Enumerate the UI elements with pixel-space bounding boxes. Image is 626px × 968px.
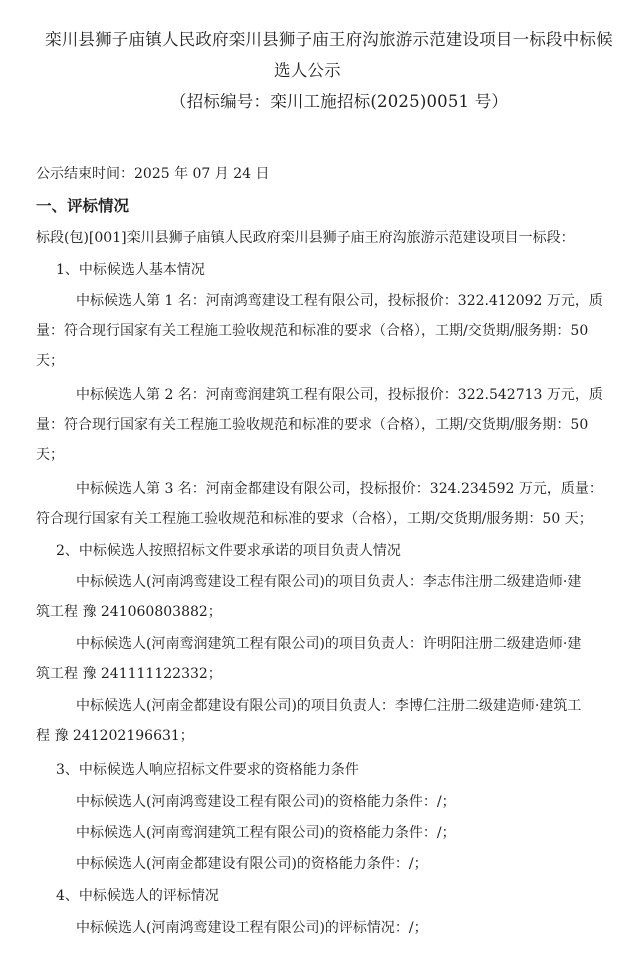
evaluation-1: 中标候选人(河南鸿鸾建设工程有限公司)的评标情况：/；: [76, 920, 428, 936]
title-line-1: 栾川县狮子庙镇人民政府栾川县狮子庙王府沟旅游示范建设项目一标段中标候: [45, 30, 613, 49]
candidate-2-line-3: 天；: [36, 447, 64, 463]
candidate-2-line-2: 量：符合现行国家有关工程施工验收规范和标准的要求（合格），工期/交货期/服务期：50: [36, 417, 589, 433]
candidate-3-line-1: 中标候选人第 3 名：河南金都建设有限公司，投标报价：324.234592 万元，质量：: [76, 481, 603, 497]
manager-3-line-2: 程 豫 241202196631；: [36, 728, 194, 744]
subsection-2-title: 2、中标候选人按照招标文件要求承诺的项目负责人情况: [56, 543, 401, 559]
manager-2-line-1: 中标候选人(河南鸾润建筑工程有限公司)的项目负责人：许明阳注册二级建造师·建: [76, 636, 582, 652]
title-line-2: 选人公示: [274, 61, 341, 80]
candidate-2-line-1: 中标候选人第 2 名：河南鸾润建筑工程有限公司，投标报价：322.542713 万元，质: [76, 387, 603, 403]
bid-number: （招标编号：栾川工施招标(2025)0051 号）: [170, 92, 509, 111]
subsection-3-title: 3、中标候选人响应招标文件要求的资格能力条件: [56, 762, 359, 778]
package-line: 标段(包)[001]栾川县狮子庙镇人民政府栾川县狮子庙王府沟旅游示范建设项目一标段：: [36, 230, 575, 246]
manager-1-line-1: 中标候选人(河南鸿鸾建设工程有限公司)的项目负责人：李志伟注册二级建造师·建: [76, 574, 582, 590]
subsection-1-title: 1、中标候选人基本情况: [56, 262, 205, 278]
manager-1-line-2: 筑工程 豫 241060803882；: [36, 604, 222, 620]
qualification-2: 中标候选人(河南鸾润建筑工程有限公司)的资格能力条件：/；: [76, 825, 456, 841]
qualification-3: 中标候选人(河南金都建设有限公司)的资格能力条件：/；: [76, 856, 428, 872]
manager-3-line-1: 中标候选人(河南金都建设有限公司)的项目负责人：李博仁注册二级建造师·建筑工: [76, 698, 582, 714]
manager-2-line-2: 筑工程 豫 241111122332；: [36, 666, 222, 682]
candidate-1-line-3: 天；: [36, 353, 64, 369]
candidate-1-line-1: 中标候选人第 1 名：河南鸿鸾建设工程有限公司，投标报价：322.412092 万元，质: [76, 293, 603, 309]
section-heading-evaluation: 一、评标情况: [36, 197, 130, 215]
publicity-end-time: 公示结束时间：2025 年 07 月 24 日: [36, 166, 270, 182]
candidate-3-line-2: 符合现行国家有关工程施工验收规范和标准的要求（合格），工期/交货期/服务期：50 天；: [36, 511, 593, 527]
candidate-1-line-2: 量：符合现行国家有关工程施工验收规范和标准的要求（合格），工期/交货期/服务期：50: [36, 323, 589, 339]
subsection-4-title: 4、中标候选人的评标情况: [56, 888, 219, 904]
qualification-1: 中标候选人(河南鸿鸾建设工程有限公司)的资格能力条件：/；: [76, 794, 456, 810]
